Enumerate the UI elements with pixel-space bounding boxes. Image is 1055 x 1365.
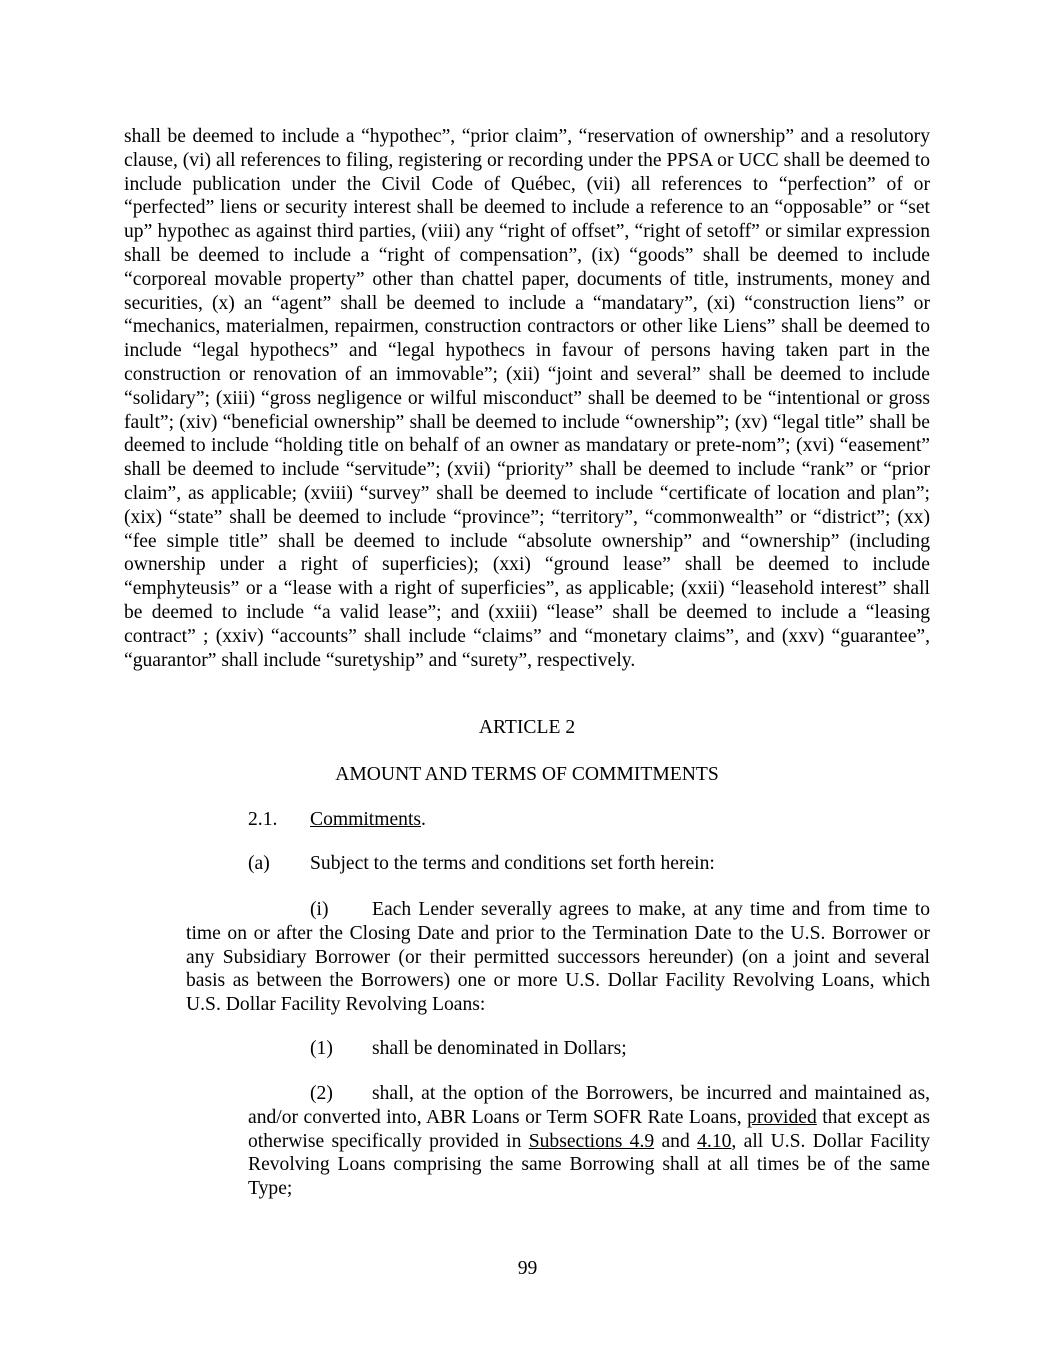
clause-2-text-d: , all U.S. Dollar Facility Revolving Loans comprising the same Borrowing shall at all times be of the same Type; (248, 1130, 930, 1200)
clause-2 (248, 1082, 930, 1201)
section-title-wrap (310, 808, 426, 832)
section-title: Commitments (310, 809, 422, 830)
subsection-4-10-reference: 4.10 (697, 1130, 732, 1152)
provided-term: provided (747, 1106, 817, 1128)
subsection-a-label: (a) (248, 853, 270, 874)
page-number: 99 (517, 1258, 538, 1279)
article-title: AMOUNT AND TERMS OF COMMITMENTS (335, 764, 719, 785)
clause-1-label: (1) (310, 1038, 333, 1059)
clause-2-text-b: that except as otherwise specifically provided in (248, 1106, 930, 1152)
clause-i-label: (i) (310, 899, 329, 920)
section-title-suffix: . (421, 809, 426, 830)
article-heading: ARTICLE 2 (478, 717, 576, 738)
clause-1-text: shall be denominated in Dollars; (372, 1038, 627, 1059)
clause-i (186, 898, 930, 1017)
clause-i-text: Each Lender severally agrees to make, at any time and from time to time on or after the Closing Date and prior to the Termination Date to the U.S. Borrower or any Subsidiary Borrower (or their permitted successors hereunder) (on a joint and several basis as between the Borrowers) one or more U.S. Dollar Facility Revolving Loans, which U.S. Dollar Facility Revolving Loans: (186, 899, 930, 1016)
clause-2-text-a: shall, at the option of the Borrowers, be incurred and maintained as, and/or converted into, ABR Loans or Term SOFR Rate Loans, (248, 1083, 930, 1128)
clause-2-text-c: and (654, 1130, 698, 1152)
intro-paragraph: shall be deemed to include a “hypothec”, “prior claim”, “reservation of ownership” and a resolutory clause, (vi) all references to filing, registering or recording under the PPSA or UCC shall be deemed to include publication under the Civil Code of Québec, (vii) all references to “perfection” of or “perfected” liens or security interest shall be deemed to include a reference to an “opposable” or “set up” hypothec as against third parties, (viii) any “right of offset”, “right of setoff” or similar expression shall be deemed to include a “right of compensation”, (ix) “goods” shall be deemed to include “corporeal movable property” other than chattel paper, documents of title, instruments, money and securities, (x) an “agent” shall be deemed to include a “mandatary”, (xi) “construction liens” or “mechanics, materialmen, repairmen, construction contractors or other like Liens” shall be deemed to include “legal hypothecs” and “legal hypothecs in favour of persons having taken part in the construction or renovation of an immovable”; (xii) “joint and several” shall be deemed to include “solidary”; (xiii) “gross negligence or wilful misconduct” shall be deemed to be “intentional or gross fault”; (xiv) “beneficial ownership” shall be deemed to include “ownership”; (xv) “legal title” shall be deemed to include “holding title on behalf of an owner as mandatary or prete-nom”; (xvi) “easement” shall be deemed to include “servitude”; (xvii) “priority” shall be deemed to include “rank” or “prior claim”, as applicable; (xviii) “survey” shall be deemed to include “certificate of location and plan”; (xix) “state” shall be deemed to include “province”; “territory”, “commonwealth” or “district”; (xx) “fee simple title” shall be deemed to include “absolute ownership” and “ownership” (including ownership under a right of superficies); (xxi) “ground lease” shall be deemed to include “emphyteusis” or a “lease with a right of superficies”, as applicable; (xxii) “leasehold interest” shall be deemed to include “a valid lease”; and (xxiii) “lease” shall be deemed to include a “leasing contract” ; (xxiv) “accounts” shall include “claims” and “monetary claims”, and (xxv) “guarantee”, “guarantor” shall include “suretyship” and “surety”, respectively. (124, 126, 930, 671)
section-number: 2.1. (248, 809, 278, 830)
subsection-a-text: Subject to the terms and conditions set forth herein: (310, 853, 715, 874)
subsections-4-9-reference: Subsections 4.9 (528, 1130, 655, 1152)
clause-2-label: (2) (310, 1083, 333, 1104)
